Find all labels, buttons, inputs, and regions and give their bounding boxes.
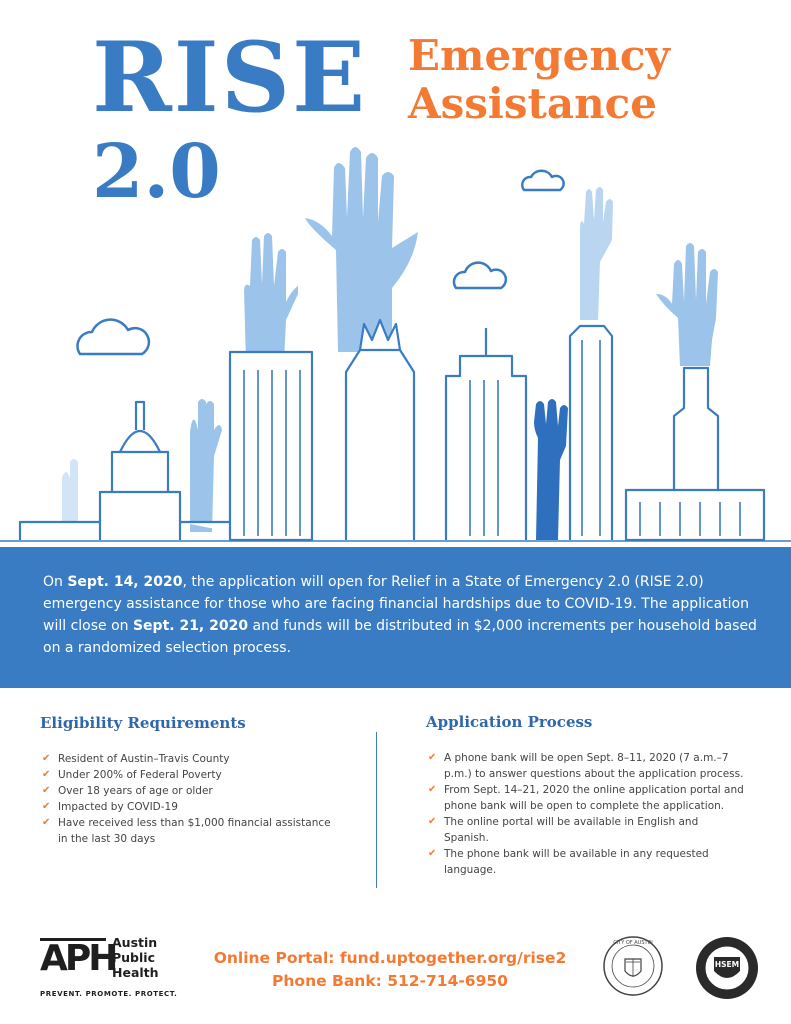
online-portal-link[interactable]: Online Portal: fund.uptogether.org/rise2 (213, 949, 567, 967)
list-item: ✔ A phone bank will be open Sept. 8–11, 2020 (7 a.m.–7 p.m.) to answer questions about the application process. (428, 752, 744, 780)
list-item: ✔ Over 18 years of age or older (42, 785, 213, 797)
city-of-austin-seal (602, 935, 664, 997)
checkmark-icon: ✔ (428, 784, 437, 795)
eligibility-list (40, 751, 340, 847)
skyscraper (446, 328, 526, 540)
raised-hand-icon (580, 187, 613, 320)
skyline-illustration (0, 140, 791, 548)
raised-hand-icon (62, 459, 78, 525)
list-item: ✔ Under 200% of Federal Poverty (42, 769, 222, 781)
banner-text: On Sept. 14, 2020, the application will open for Relief in a State of Emergency 2.0 (RISE 2.0) emergency assistance for those who are facing financial hardships due to COVID-19. The application will close on Sept. 21, 2020 and funds will be distributed in $2,000 increments per household based on a randomized selection process. (43, 574, 757, 656)
checkmark-icon: ✔ (42, 753, 51, 764)
column-divider (376, 732, 377, 888)
checkmark-icon: ✔ (428, 752, 437, 763)
checkmark-icon: ✔ (428, 848, 437, 859)
aph-mark: APH (40, 938, 116, 979)
hsem-seal (694, 935, 760, 1001)
raised-hand-icon (244, 233, 298, 362)
raised-hand-icon (534, 399, 568, 540)
checkmark-icon: ✔ (42, 817, 51, 828)
checkmark-icon: ✔ (42, 785, 51, 796)
phone-bank-number: Phone Bank: 512-714-6950 (272, 972, 508, 990)
application-process-title: Application Process (426, 713, 593, 731)
title-sub-line1: Emergency (408, 31, 670, 80)
hsem-text: HSEM (714, 960, 740, 969)
cloud-icon (454, 263, 506, 288)
contact-info (210, 947, 570, 993)
ut-main-building (626, 490, 764, 540)
ut-tower (674, 368, 718, 490)
list-item: ✔ The phone bank will be available in any requested language. (428, 848, 709, 876)
list-item: ✔ Have received less than $1,000 financial assistance in the last 30 days (42, 817, 331, 845)
raised-hand-icon (190, 399, 222, 532)
list-item: ✔ From Sept. 14–21, 2020 the online application portal and phone bank will be open to complete the application. (428, 784, 744, 812)
raised-hand-icon (305, 147, 418, 352)
aph-name: Austin Public Health (112, 935, 159, 980)
list-item: ✔ The online portal will be available in English and Spanish. (428, 816, 699, 844)
cloud-icon (77, 320, 148, 354)
capitol-building (100, 402, 180, 540)
tall-tower (570, 326, 612, 540)
close-date: Sept. 21, 2020 (132, 618, 249, 634)
checkmark-icon: ✔ (42, 801, 51, 812)
title-rise: RISE (92, 21, 368, 134)
title-sub-line2: Assistance (408, 79, 657, 128)
list-item: ✔ Resident of Austin–Travis County (42, 753, 230, 765)
list-item: ✔ Impacted by COVID-19 (42, 801, 178, 813)
raised-hand-icon (656, 243, 718, 366)
frost-tower (346, 320, 414, 540)
open-date: Sept. 14, 2020 (67, 574, 183, 590)
aph-logo (40, 935, 180, 1005)
title-emergency-assistance (408, 32, 670, 128)
seal-text: CITY OF AUSTIN (613, 940, 653, 946)
aph-tagline: PREVENT. PROMOTE. PROTECT. (40, 990, 178, 998)
cloud-icon (522, 171, 563, 190)
title-version: 2.0 (92, 129, 221, 215)
eligibility-title: Eligibility Requirements (40, 714, 246, 732)
checkmark-icon: ✔ (428, 816, 437, 827)
checkmark-icon: ✔ (42, 769, 51, 780)
process-list (426, 750, 746, 878)
